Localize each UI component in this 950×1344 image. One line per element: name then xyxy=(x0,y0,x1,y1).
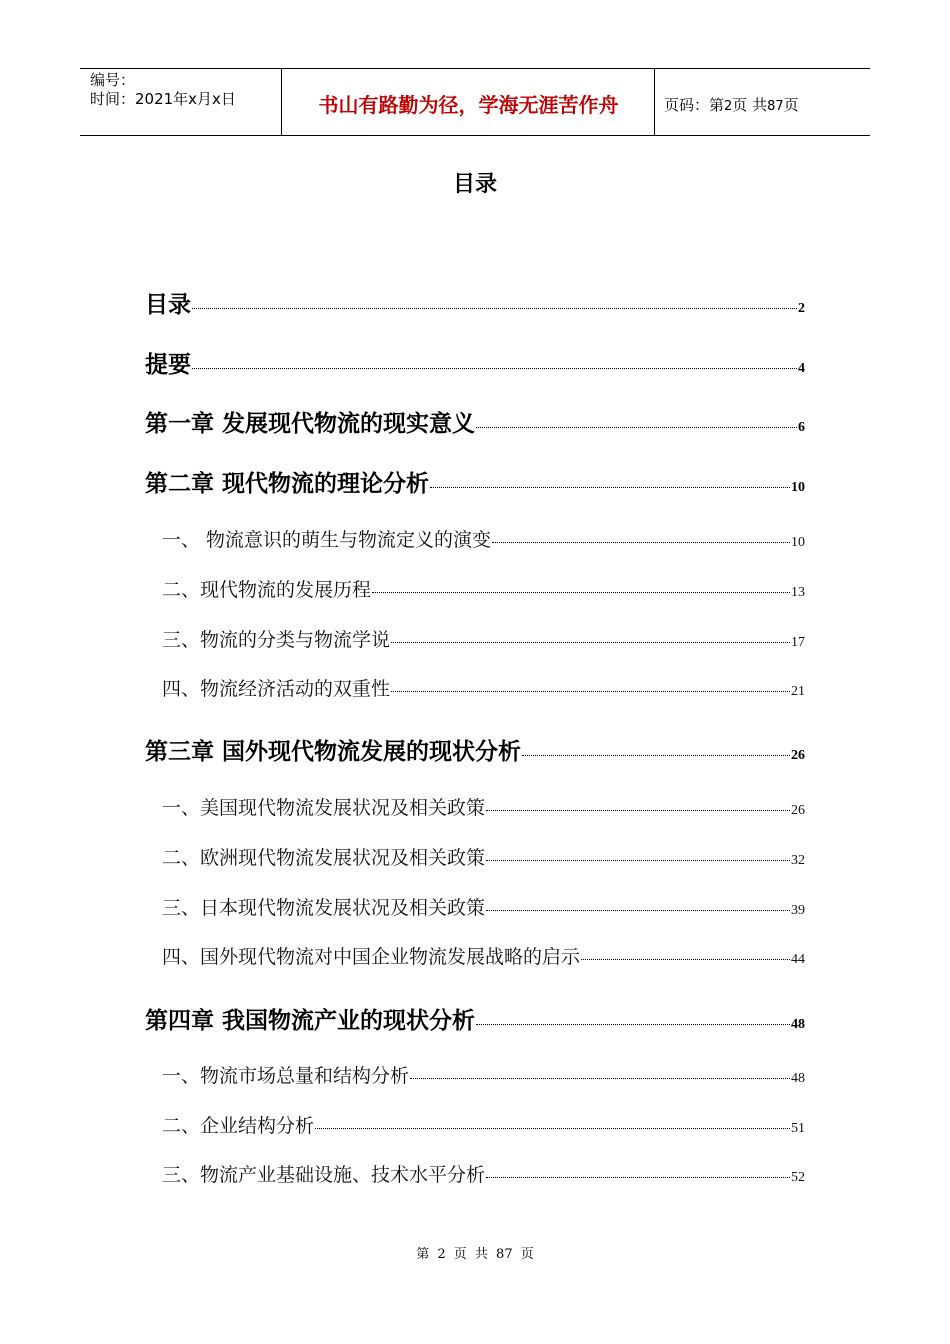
toc-leader-dots xyxy=(391,691,790,692)
toc-entry-title: 第一章 发展现代物流的现实意义 xyxy=(145,411,476,437)
toc-entry-page: 21 xyxy=(791,684,805,699)
toc-entry[interactable] xyxy=(145,1002,805,1035)
toc-entry[interactable] xyxy=(162,793,805,820)
toc-entry[interactable] xyxy=(162,942,805,969)
toc-entry-page: 26 xyxy=(791,803,805,818)
toc-entry[interactable] xyxy=(162,893,805,920)
toc-entry-page: 10 xyxy=(791,535,805,550)
page-total: 87 xyxy=(767,99,784,114)
toc-entry[interactable] xyxy=(162,625,805,652)
toc-entry[interactable] xyxy=(162,1061,805,1088)
toc-entry-title: 第二章 现代物流的理论分析 xyxy=(145,471,430,497)
toc-leader-dots xyxy=(430,487,790,488)
toc-leader-dots xyxy=(486,860,790,861)
toc-entry[interactable] xyxy=(162,843,805,870)
toc-entry-page: 32 xyxy=(791,853,805,868)
header-motto: 书山有路勤为径，学海无涯苦作舟 xyxy=(318,93,619,117)
toc-entry-title: 三、物流产业基础设施、技术水平分析 xyxy=(162,1164,486,1186)
toc-entry-title: 一、美国现代物流发展状况及相关政策 xyxy=(162,797,486,819)
toc-entry-title: 第三章 国外现代物流发展的现状分析 xyxy=(145,739,522,765)
toc-leader-dots xyxy=(192,368,797,369)
toc-entry-title: 三、日本现代物流发展状况及相关政策 xyxy=(162,897,486,919)
toc-leader-dots xyxy=(492,542,790,543)
toc-leader-dots xyxy=(315,1128,790,1129)
toc-entry-page: 6 xyxy=(798,420,805,435)
toc-leader-dots xyxy=(476,1024,790,1025)
toc-entry-title: 二、欧洲现代物流发展状况及相关政策 xyxy=(162,847,486,869)
toc-entry-page: 17 xyxy=(791,635,805,650)
toc-entry[interactable] xyxy=(162,525,805,552)
toc-leader-dots xyxy=(476,427,797,428)
toc-leader-dots xyxy=(522,755,790,756)
toc-entry-page: 13 xyxy=(791,585,805,600)
toc-entry[interactable] xyxy=(145,286,805,319)
toc-entry[interactable] xyxy=(162,1111,805,1138)
toc-entry-page: 39 xyxy=(791,903,805,918)
page-footer: 第 2 页 共 87 页 xyxy=(416,1247,534,1262)
toc-entry[interactable] xyxy=(145,405,805,438)
toc-entry-page: 48 xyxy=(791,1017,805,1032)
toc-leader-dots xyxy=(372,592,790,593)
toc-leader-dots xyxy=(486,1177,790,1178)
toc-leader-dots xyxy=(486,910,790,911)
toc-entry-title: 四、物流经济活动的双重性 xyxy=(162,678,391,700)
page-current: 2 xyxy=(724,99,733,114)
page-mid: 页 共 xyxy=(732,96,768,114)
toc-entry-page: 51 xyxy=(791,1121,805,1136)
page-label: 页码：第 xyxy=(664,96,725,114)
toc-entry-title: 二、企业结构分析 xyxy=(162,1115,315,1137)
toc-leader-dots xyxy=(486,810,790,811)
toc-entry[interactable] xyxy=(162,674,805,701)
toc-leader-dots xyxy=(581,959,790,960)
toc-entry-title: 二、现代物流的发展历程 xyxy=(162,579,372,601)
toc-leader-dots xyxy=(192,308,797,309)
toc-entry[interactable] xyxy=(145,733,805,766)
toc-entry-title: 四、国外现代物流对中国企业物流发展战略的启示 xyxy=(162,946,581,968)
toc-entry-page: 10 xyxy=(791,480,805,495)
toc-leader-dots xyxy=(391,642,790,643)
toc-entry-title: 第四章 我国物流产业的现状分析 xyxy=(145,1008,476,1034)
toc-entry[interactable] xyxy=(162,1160,805,1187)
toc-entry-page: 26 xyxy=(791,748,805,763)
toc-entry-page: 2 xyxy=(798,301,805,316)
toc-entry-page: 52 xyxy=(791,1170,805,1185)
toc-entry-title: 一、物流市场总量和结构分析 xyxy=(162,1065,410,1087)
toc-entry-title: 提要 xyxy=(145,352,191,378)
toc-entry[interactable] xyxy=(145,465,805,498)
toc-entry[interactable] xyxy=(145,346,805,379)
toc-entry-page: 48 xyxy=(791,1071,805,1086)
toc-entry-page: 44 xyxy=(791,952,805,967)
page-end: 页 xyxy=(783,96,799,114)
toc-entry-title: 目录 xyxy=(145,292,191,318)
page-title: 目录 xyxy=(452,172,497,197)
toc-entry-page: 4 xyxy=(798,361,805,376)
code-label: 编号： xyxy=(90,71,136,89)
date-label: 时间：2021年x月x日 xyxy=(90,90,236,108)
toc-leader-dots xyxy=(410,1078,790,1079)
toc-entry[interactable] xyxy=(162,575,805,602)
toc-entry-title: 三、物流的分类与物流学说 xyxy=(162,629,391,651)
toc-entry-title: 一、 物流意识的萌生与物流定义的演变 xyxy=(162,529,492,551)
